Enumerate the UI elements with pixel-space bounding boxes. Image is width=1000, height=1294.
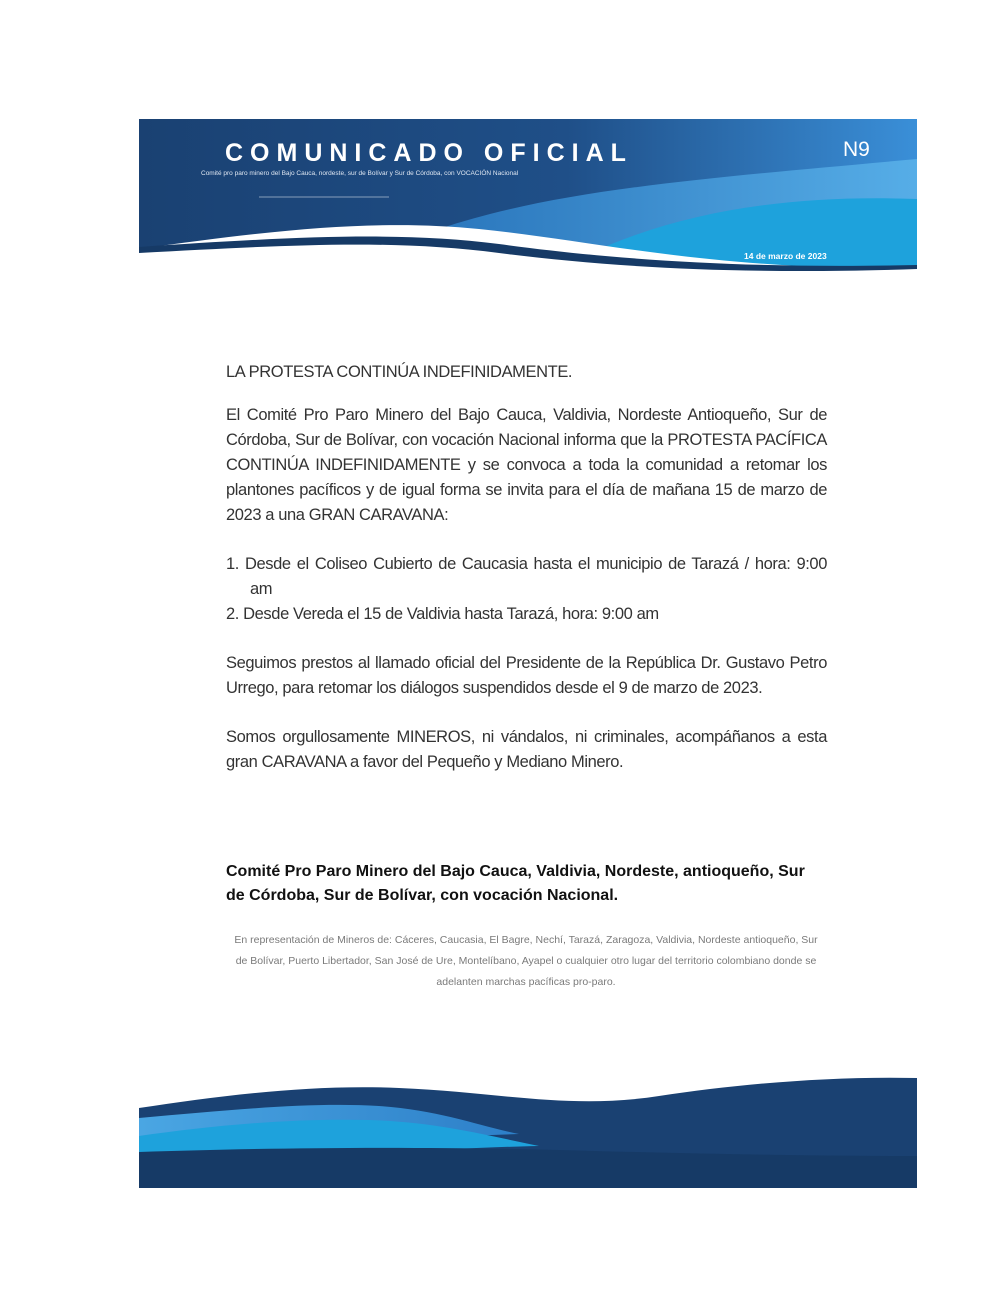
representation-note: En representación de Mineros de: Cáceres, Caucasia, El Bagre, Nechí, Tarazá, Zaragoza, Valdivia, Nordeste antioqueño, Sur de Bolívar, Puerto Libertador, San José de Ure, Montelíbano, Ayapel o cualquier otro lugar del territorio colombiano donde se adelanten marchas pacíficas pro-paro. [234,934,818,988]
signature: Comité Pro Paro Minero del Bajo Cauca, Valdivia, Nordeste, antioqueño, Sur de Córdoba, Sur de Bolívar, con vocación Nacional. [226,863,805,904]
communique-body [226,360,827,775]
header-banner [139,119,917,291]
list-item: 2. Desde Vereda el 15 de Valdivia hasta Tarazá, hora: 9:00 am [226,605,659,623]
caravan-list [226,552,827,627]
body-paragraph-3: Somos orgullosamente MINEROS, ni vándalos, ni criminales, acompáñanos a esta gran CARAVANA a favor del Pequeño y Mediano Minero. [226,728,827,771]
communique-number: N9 [843,138,870,161]
list-item: 1. Desde el Coliseo Cubierto de Caucasia hasta el municipio de Tarazá / hora: 9:00 am [226,555,827,598]
communique-date: 14 de marzo de 2023 [744,251,827,261]
footer-banner [139,1066,917,1188]
footer-wave-graphic [139,1066,917,1188]
body-heading: LA PROTESTA CONTINÚA INDEFINIDAMENTE. [226,363,573,381]
body-paragraph-2: Seguimos prestos al llamado oficial del Presidente de la República Dr. Gustavo Petro Urrego, para retomar los diálogos suspendidos desde el 9 de marzo de 2023. [226,654,827,697]
body-paragraph-1: El Comité Pro Paro Minero del Bajo Cauca, Valdivia, Nordeste Antioqueño, Sur de Córdoba, Sur de Bolívar, con vocación Nacional informa que la PROTESTA PACÍFICA CONTINÚA INDEFINIDAMENTE y se convoca a toda la comunidad a retomar los plantones pacíficos y de igual forma se invita para el día de mañana 15 de marzo de 2023 a una GRAN CARAVANA: [226,406,827,524]
document-title: COMUNICADO OFICIAL [225,139,633,167]
document-subtitle: Comité pro paro minero del Bajo Cauca, nordeste, sur de Bolívar y Sur de Córdoba, con VOCACIÓN Nacional [201,170,519,177]
